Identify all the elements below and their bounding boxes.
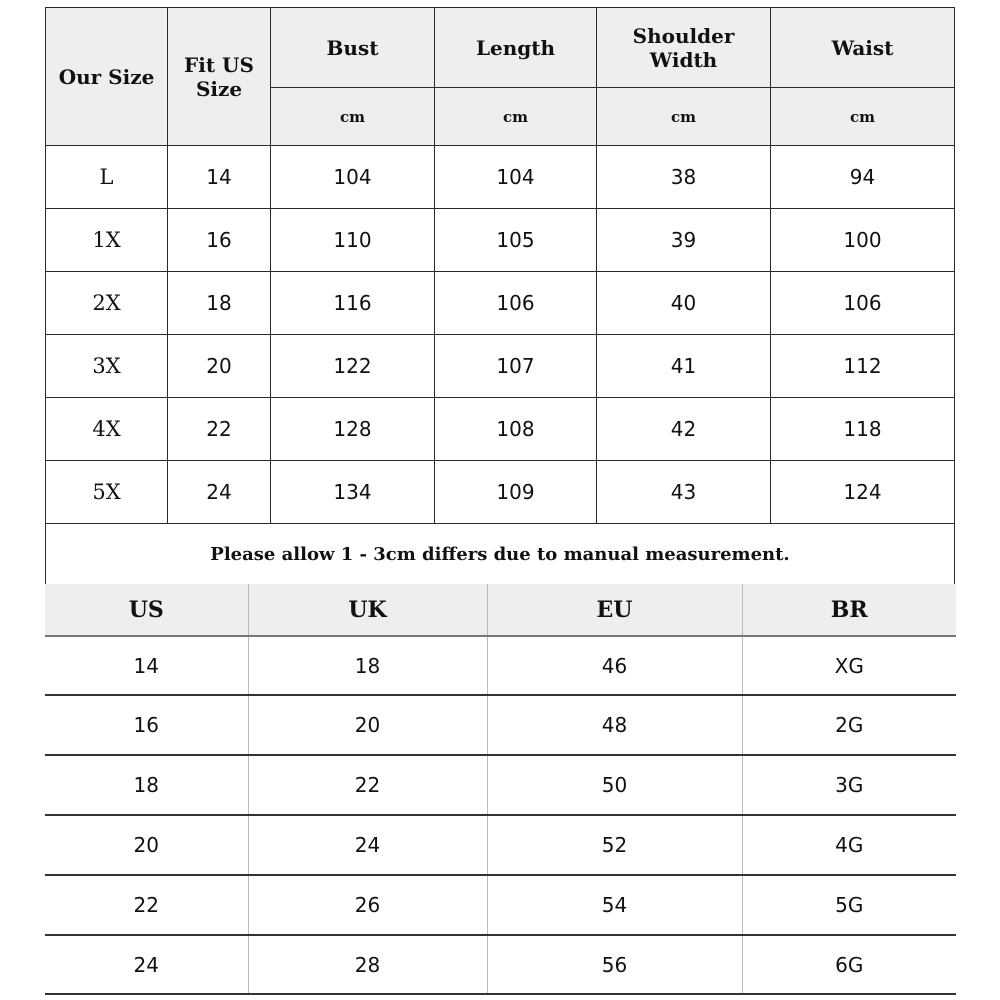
header-length: Length xyxy=(435,8,597,88)
cell-fit-us-size: 14 xyxy=(168,146,271,209)
cell-bust: 104 xyxy=(271,146,435,209)
size-conversion-table xyxy=(45,584,956,995)
unit-length: cm xyxy=(435,88,597,146)
cell-bust: 134 xyxy=(271,461,435,524)
cell-br: 6G xyxy=(742,935,956,994)
cell-uk: 22 xyxy=(248,755,487,815)
cell-waist: 94 xyxy=(771,146,955,209)
cell-br: XG xyxy=(742,636,956,695)
unit-waist: cm xyxy=(771,88,955,146)
cell-our-size: 2X xyxy=(46,272,168,335)
cell-length: 107 xyxy=(435,335,597,398)
cell-length: 109 xyxy=(435,461,597,524)
header-fit-us-size: Fit US Size xyxy=(168,8,271,146)
table-row xyxy=(45,875,956,935)
table-row xyxy=(45,815,956,875)
cell-bust: 128 xyxy=(271,398,435,461)
cell-eu: 50 xyxy=(487,755,742,815)
cell-fit-us-size: 18 xyxy=(168,272,271,335)
cell-fit-us-size: 24 xyxy=(168,461,271,524)
cell-us: 24 xyxy=(45,935,248,994)
cell-uk: 20 xyxy=(248,695,487,755)
table-row xyxy=(46,209,955,272)
table-row xyxy=(46,461,955,524)
cell-us: 16 xyxy=(45,695,248,755)
table-row xyxy=(45,636,956,695)
header-br: BR xyxy=(742,584,956,636)
header-us: US xyxy=(45,584,248,636)
cell-br: 5G xyxy=(742,875,956,935)
table-row xyxy=(46,335,955,398)
measurement-note: Please allow 1 - 3cm differs due to manual measurement. xyxy=(46,524,955,586)
cell-uk: 26 xyxy=(248,875,487,935)
header-bust: Bust xyxy=(271,8,435,88)
cell-length: 104 xyxy=(435,146,597,209)
cell-shoulder-width: 42 xyxy=(597,398,771,461)
header-waist: Waist xyxy=(771,8,955,88)
cell-eu: 46 xyxy=(487,636,742,695)
cell-shoulder-width: 43 xyxy=(597,461,771,524)
cell-shoulder-width: 40 xyxy=(597,272,771,335)
cell-bust: 116 xyxy=(271,272,435,335)
cell-length: 106 xyxy=(435,272,597,335)
cell-eu: 56 xyxy=(487,935,742,994)
cell-waist: 118 xyxy=(771,398,955,461)
cell-fit-us-size: 16 xyxy=(168,209,271,272)
cell-our-size: 1X xyxy=(46,209,168,272)
header-our-size: Our Size xyxy=(46,8,168,146)
cell-eu: 54 xyxy=(487,875,742,935)
cell-eu: 52 xyxy=(487,815,742,875)
cell-uk: 18 xyxy=(248,636,487,695)
cell-bust: 122 xyxy=(271,335,435,398)
cell-us: 22 xyxy=(45,875,248,935)
table-row xyxy=(46,272,955,335)
cell-our-size: 5X xyxy=(46,461,168,524)
cell-shoulder-width: 39 xyxy=(597,209,771,272)
unit-shoulder-width: cm xyxy=(597,88,771,146)
cell-br: 2G xyxy=(742,695,956,755)
cell-waist: 100 xyxy=(771,209,955,272)
cell-uk: 28 xyxy=(248,935,487,994)
cell-our-size: 4X xyxy=(46,398,168,461)
cell-eu: 48 xyxy=(487,695,742,755)
cell-bust: 110 xyxy=(271,209,435,272)
cell-waist: 124 xyxy=(771,461,955,524)
cell-us: 20 xyxy=(45,815,248,875)
cell-fit-us-size: 20 xyxy=(168,335,271,398)
cell-length: 108 xyxy=(435,398,597,461)
cell-us: 14 xyxy=(45,636,248,695)
table-row xyxy=(46,146,955,209)
size-chart-table xyxy=(45,7,955,586)
cell-us: 18 xyxy=(45,755,248,815)
unit-bust: cm xyxy=(271,88,435,146)
cell-shoulder-width: 41 xyxy=(597,335,771,398)
cell-length: 105 xyxy=(435,209,597,272)
cell-br: 3G xyxy=(742,755,956,815)
table-row xyxy=(45,695,956,755)
table-row xyxy=(46,398,955,461)
header-uk: UK xyxy=(248,584,487,636)
cell-waist: 112 xyxy=(771,335,955,398)
cell-br: 4G xyxy=(742,815,956,875)
table-row xyxy=(45,755,956,815)
table-row xyxy=(45,935,956,994)
header-shoulder-width: Shoulder Width xyxy=(597,8,771,88)
cell-our-size: 3X xyxy=(46,335,168,398)
cell-shoulder-width: 38 xyxy=(597,146,771,209)
cell-uk: 24 xyxy=(248,815,487,875)
cell-fit-us-size: 22 xyxy=(168,398,271,461)
header-eu: EU xyxy=(487,584,742,636)
cell-our-size: L xyxy=(46,146,168,209)
cell-waist: 106 xyxy=(771,272,955,335)
